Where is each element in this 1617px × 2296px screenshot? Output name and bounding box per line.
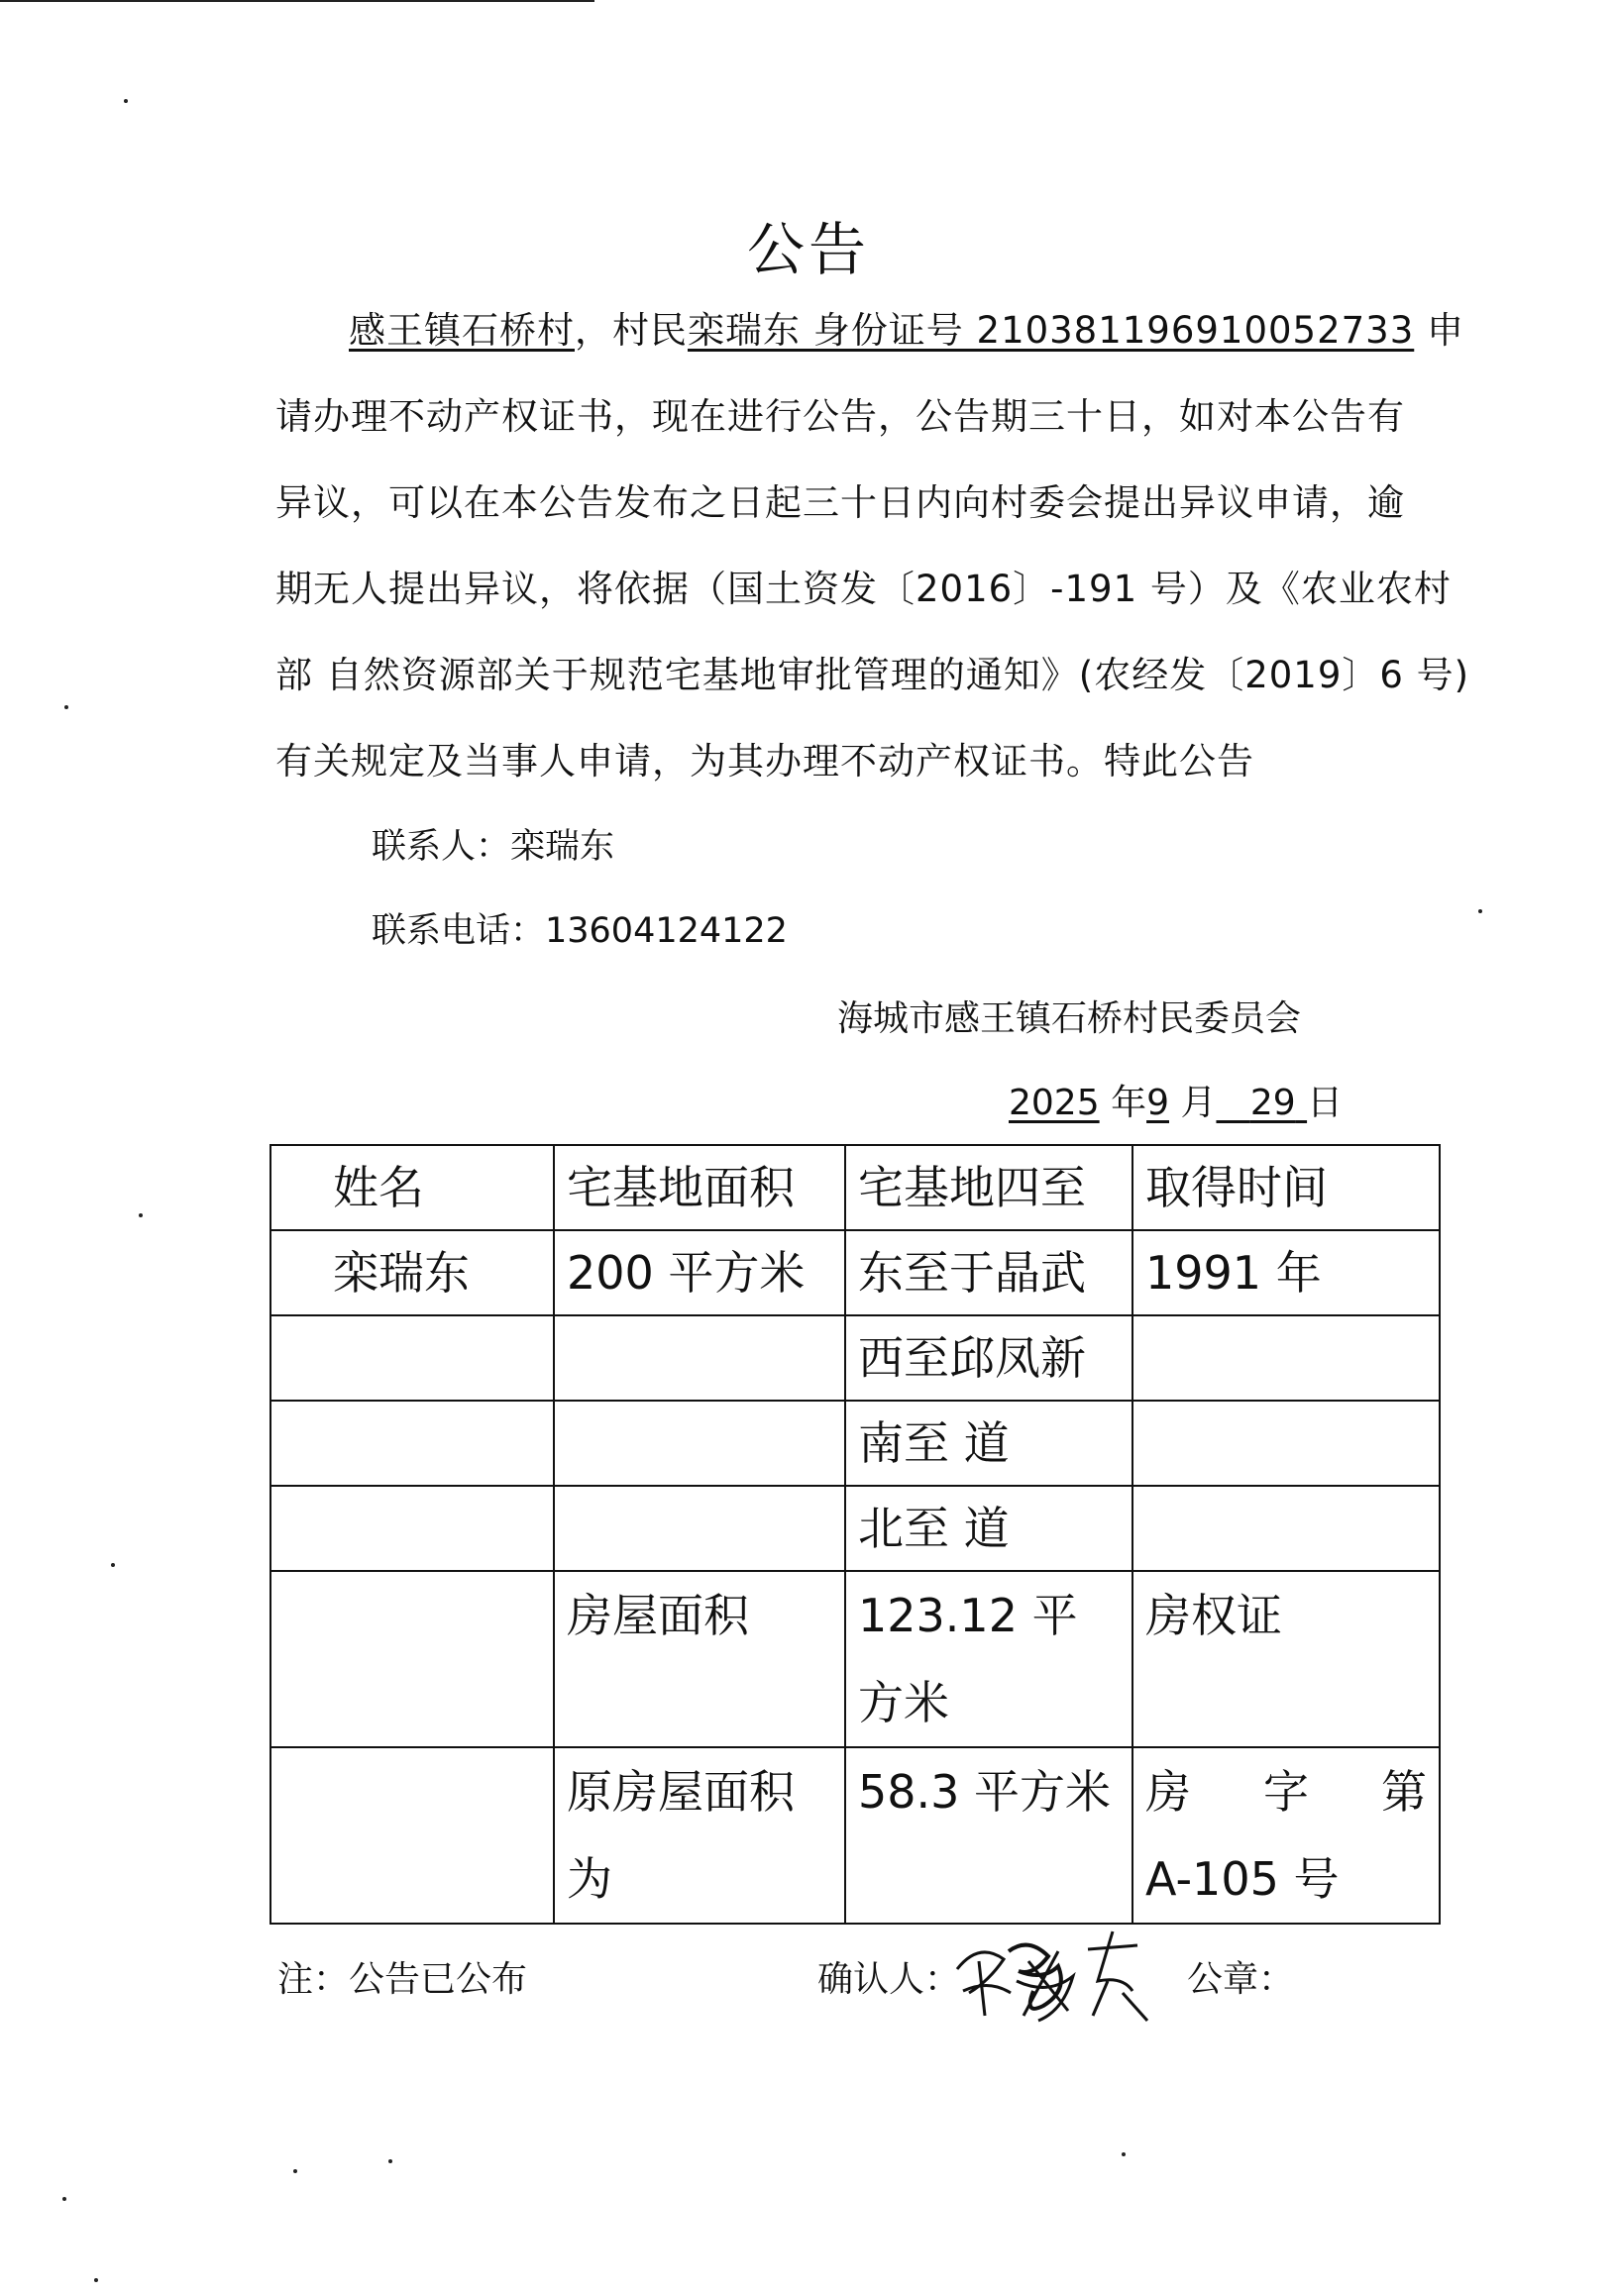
notice-date [1009, 1075, 1343, 1125]
table-cell: 西至邱凤新 [845, 1315, 1132, 1401]
date-day-label: 日 [1307, 1083, 1344, 1123]
table-row [270, 1401, 1440, 1486]
contact-person: 联系人：栾瑞东 [372, 827, 615, 867]
scan-speck [64, 705, 68, 709]
scan-speck [388, 2159, 392, 2163]
table-cell: 1991 年 [1132, 1230, 1440, 1315]
committee-name: 海城市感王镇石桥村民委员会 [837, 998, 1302, 1039]
header-cell-boundaries: 宅基地四至 [845, 1145, 1132, 1230]
scan-top-border [0, 0, 594, 2]
table-cell: 栾瑞东 [270, 1230, 554, 1315]
table-cell: 南至 道 [845, 1401, 1132, 1486]
table-row [270, 1315, 1440, 1401]
table-cell: 200 平方米 [554, 1230, 845, 1315]
table-cell [270, 1486, 554, 1571]
table-cell [554, 1401, 845, 1486]
table-cell [554, 1486, 845, 1571]
table-cell [554, 1315, 845, 1401]
line1-end: 申 [1427, 309, 1465, 352]
body-line-1 [275, 287, 1465, 373]
confirm-label: 确认人： [817, 1959, 961, 2000]
table-cell: 北至 道 [845, 1486, 1132, 1571]
scan-speck [94, 2278, 98, 2282]
notice-title: 公告 [746, 216, 870, 283]
table-cell: 58.3 平方米 [845, 1747, 1132, 1924]
header-cell-area: 宅基地面积 [554, 1145, 845, 1230]
date-month-label: 月 [1180, 1083, 1217, 1123]
villager-word: ，村民 [575, 309, 688, 352]
cert-prefix-row [1145, 1748, 1427, 1835]
date-month: 9 [1146, 1083, 1169, 1123]
table-cell [1132, 1486, 1440, 1571]
date-day-value: 29 [1249, 1083, 1296, 1123]
cert-number-cell [1132, 1747, 1440, 1924]
table-cell [1132, 1401, 1440, 1486]
table-row [270, 1747, 1440, 1924]
header-cell-acquired: 取得时间 [1132, 1145, 1440, 1230]
body-line-2: 请办理不动产权证书，现在进行公告，公告期三十日，如对本公告有 [275, 395, 1405, 438]
table-cell: 房权证 [1132, 1571, 1440, 1747]
table-row [270, 1486, 1440, 1571]
table-cell: 东至于晶武 [845, 1230, 1132, 1315]
table-header-row [270, 1145, 1440, 1230]
cert-prefix-char: 房 [1145, 1765, 1191, 1819]
table-cell [270, 1315, 554, 1401]
scan-speck [1122, 2152, 1126, 2156]
homestead-table [270, 1144, 1441, 1925]
seal-label: 公章： [1187, 1959, 1295, 2000]
cert-number: A-105 号 [1145, 1852, 1340, 1906]
scan-speck [139, 1213, 143, 1217]
table-cell: 原房屋面积为 [554, 1747, 845, 1924]
date-year-label: 年 [1111, 1083, 1147, 1123]
signature-image [949, 1922, 1157, 2031]
scan-speck [293, 2169, 297, 2173]
scan-speck [1478, 909, 1482, 913]
cert-prefix-char: 字 [1263, 1765, 1309, 1819]
scan-speck [111, 1563, 115, 1567]
table-cell [270, 1747, 554, 1924]
table-row [270, 1230, 1440, 1315]
body-line-6: 有关规定及当事人申请，为其办理不动产权证书。特此公告 [275, 740, 1254, 783]
date-day [1216, 1083, 1307, 1123]
body-line-4: 期无人提出异议，将依据（国土资发〔2016〕-191 号）及《农业农村 [275, 568, 1452, 610]
date-year: 2025 [1009, 1083, 1100, 1123]
village-name: 感王镇石桥村 [349, 309, 575, 352]
applicant-and-id: 栾瑞东 身份证号 210381196910052733 [688, 309, 1415, 352]
cert-prefix-char: 第 [1381, 1765, 1427, 1819]
footer-note: 注：公告已公布 [277, 1959, 528, 2000]
scan-speck [62, 2197, 66, 2201]
notice-body [275, 287, 1470, 804]
table-cell [270, 1401, 554, 1486]
body-line-5: 部 自然资源部关于规范宅基地审批管理的通知》(农经发〔2019〕6 号) [275, 654, 1470, 696]
table-cell: 123.12 平方米 [845, 1571, 1132, 1747]
table-row [270, 1571, 1440, 1747]
header-cell-name: 姓名 [270, 1145, 554, 1230]
table-cell: 房屋面积 [554, 1571, 845, 1747]
table-cell [1132, 1315, 1440, 1401]
body-line-3: 异议，可以在本公告发布之日起三十日内向村委会提出异议申请，逾 [275, 481, 1405, 524]
table-cell [270, 1571, 554, 1747]
contact-phone: 联系电话：13604124122 [372, 911, 788, 951]
scan-speck [124, 99, 128, 103]
